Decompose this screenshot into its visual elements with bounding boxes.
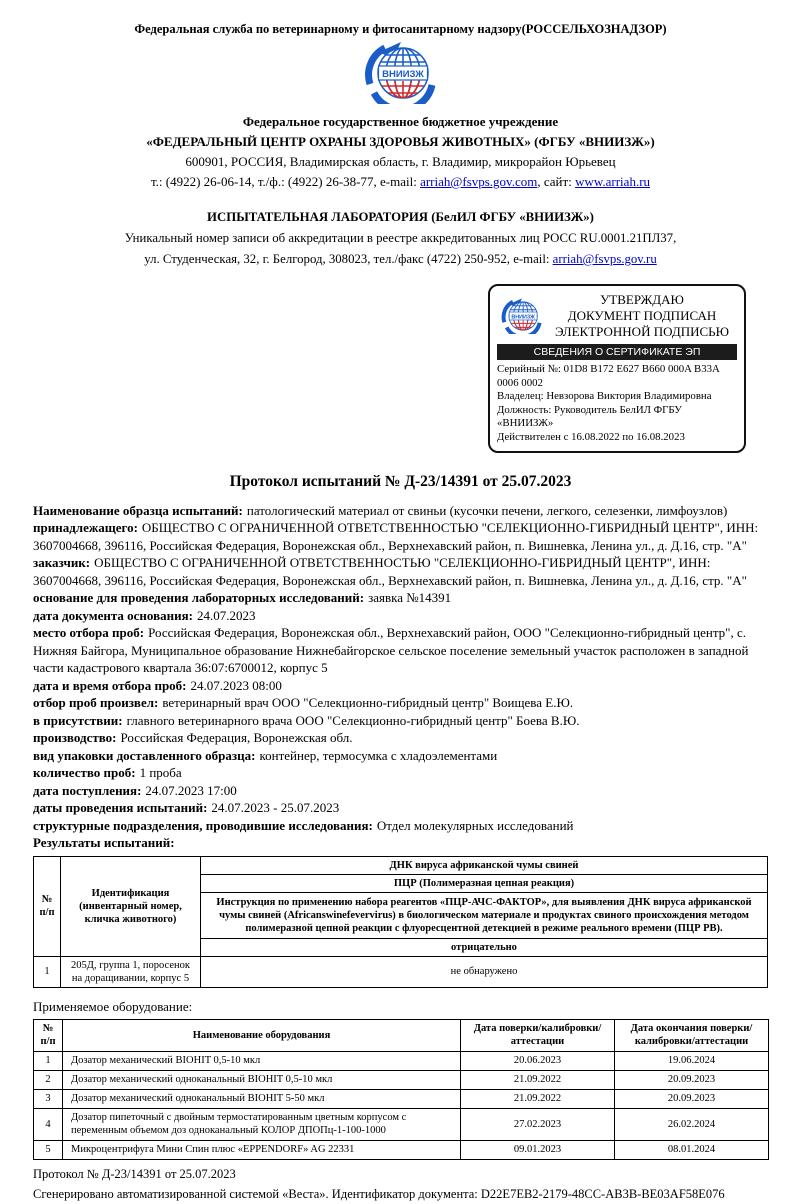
stamp-signed-line2: ЭЛЕКТРОННОЙ ПОДПИСЬЮ (555, 324, 729, 339)
detail-value: Российская Федерация, Воронежская обл., Верхнехавский район, ООО "Селекционно-гибридный центр", с. Нижняя Байгора, Муниципальное образование Нижнебайгорское сельское поселение земельный участок расположен в западной части кадастрового квартала 36:07:6700012, корпус 5 (33, 625, 749, 676)
detail-value: ОБЩЕСТВО С ОГРАНИЧЕННОЙ ОТВЕТСТВЕННОСТЬЮ "СЕЛЕКЦИОННО-ГИБРИДНЫЙ ЦЕНТР", ИНН: 3607004668, 396116, Российская Федерация, Воронежская обл., Верхнехавский район, п. Вишневка, Ленина ул., д. Д.16, стр. "А" (33, 555, 747, 588)
detail-row (33, 694, 768, 712)
detail-row (33, 607, 768, 625)
stamp-validity: Действителен с 16.08.2022 по 16.08.2023 (497, 430, 685, 443)
cell-equip-num: 3 (34, 1089, 63, 1108)
detail-row (33, 729, 768, 747)
detail-value: патологический материал от свиньи (кусочки печени, легкого, селезенки, лимфоузлов) (246, 502, 728, 518)
detail-value: Отдел молекулярных исследований (376, 817, 574, 833)
org-type: Федеральное государственное бюджетное учреждение (242, 114, 559, 129)
results-test-name: ДНК вируса африканской чумы свиней (201, 856, 768, 874)
cell-equip-num: 1 (34, 1051, 63, 1070)
stamp-approve: УТВЕРЖДАЮ (600, 292, 684, 307)
results-heading: Результаты испытаний: (33, 835, 175, 851)
detail-row (33, 589, 768, 607)
detail-label: вид упаковки доставленного образца: (33, 747, 256, 763)
stamp-top (497, 291, 737, 340)
lab-email-link[interactable]: arriah@fsvps.gov.ru (552, 252, 657, 266)
detail-value: заявка №14391 (368, 590, 452, 606)
page-title: Протокол испытаний № Д-23/14391 от 25.07.2023 (229, 472, 572, 490)
cell-result-value: не обнаружено (201, 956, 768, 987)
detail-row (33, 799, 768, 817)
detail-value: 24.07.2023 08:00 (190, 677, 282, 693)
footer-generated-note: Сгенерировано автоматизированной системой «Веста». Идентификатор документа: D22E7EB2-2179-48CC-AB3B-BE03AF58E076 (33, 1186, 725, 1201)
detail-label: основание для проведения лабораторных исследований: (33, 590, 365, 606)
results-method: ПЦР (Полимеразная цепная реакция) (201, 874, 768, 892)
results-table (33, 856, 768, 988)
cell-equip-num: 5 (34, 1140, 63, 1159)
cell-equip-num: 2 (34, 1070, 63, 1089)
detail-row (33, 817, 768, 835)
lab-address (33, 249, 768, 270)
org-contacts-text: т.: (4922) 26-06-14, т./ф.: (4922) 26-38-77, e-mail: (150, 174, 421, 189)
cell-result-id: 205Д, группа 1, поросенок на доращивании, корпус 5 (61, 956, 201, 987)
lab-block (33, 207, 768, 270)
detail-row (33, 782, 768, 800)
cell-equip-name: Дозатор механический одноканальный BIOHIT 5-50 мкл (63, 1089, 461, 1108)
stamp-position: Должность: Руководитель БелИЛ ФГБУ «ВНИИЗЖ» (497, 403, 682, 430)
cell-equip-name: Дозатор пипеточный с двойным термостатированным цветным корпусом с переменным объемом доз одноканальный КОЛОР ДПОПц-1-100-1000 (63, 1108, 461, 1140)
results-col-id-header: Идентификация (инвентарный номер, кличка животного) (61, 856, 201, 956)
detail-label: Наименование образца испытаний: (33, 502, 243, 518)
signature-stamp (488, 284, 746, 453)
table-row (34, 1089, 769, 1108)
lab-name: ИСПЫТАТЕЛЬНАЯ ЛАБОРАТОРИЯ (БелИЛ ФГБУ «ВНИИЗЖ») (207, 210, 594, 224)
detail-row (33, 554, 768, 589)
table-row (34, 1051, 769, 1070)
detail-label: принадлежащего: (33, 520, 138, 536)
detail-row (33, 624, 768, 677)
equipment-table (33, 1019, 769, 1160)
equip-col-name-header: Наименование оборудования (63, 1019, 461, 1051)
footer (33, 1164, 768, 1204)
results-instruction: Инструкция по применению набора реагентов «ПЦР-АЧС-ФАКТОР», для выявления ДНК вируса африканской чумы свиней (Africanswinefevervirus) в биологическом материале и продуктах свиного происхождения методом полимеразной цепной реакции с флуоресцентной детекцией в режиме реального времени (ПЦР РВ). (201, 892, 768, 938)
detail-value: Российская Федерация, Воронежская обл. (120, 730, 353, 746)
stamp-titles (547, 291, 737, 340)
table-row (34, 1070, 769, 1089)
cell-equip-name: Дозатор механический одноканальный BIOHIT 0,5-10 мкл (63, 1070, 461, 1089)
stamp-cert-bar: СВЕДЕНИЯ О СЕРТИФИКАТЕ ЭП (497, 344, 737, 360)
detail-label: структурные подразделения, проводившие исследования: (33, 817, 373, 833)
equip-col-date2-header: Дата окончания поверки/калибровки/аттестации (615, 1019, 769, 1051)
cell-result-num: 1 (34, 956, 61, 987)
table-row (34, 1108, 769, 1140)
cell-equip-date2: 19.06.2024 (615, 1051, 769, 1070)
cell-equip-name: Дозатор механический BIOHIT 0,5-10 мкл (63, 1051, 461, 1070)
cell-equip-date2: 20.09.2023 (615, 1089, 769, 1108)
equipment-heading: Применяемое оборудование: (33, 998, 193, 1014)
details-section (33, 502, 768, 852)
cell-equip-date2: 08.01.2024 (615, 1140, 769, 1159)
detail-value: контейнер, термосумка с хладоэлементами (259, 747, 498, 763)
detail-value: 24.07.2023 (196, 607, 256, 623)
cell-equip-date1: 21.09.2022 (461, 1070, 615, 1089)
org-email-link[interactable]: arriah@fsvps.gov.com (420, 174, 538, 189)
stamp-serial: Серийный №: 01D8 B172 E627 B660 000A B33A 0006 0002 (497, 363, 720, 389)
detail-row (33, 519, 768, 554)
org-site-sep: , сайт: (537, 174, 576, 189)
equip-col-num-header: № п/п (34, 1019, 63, 1051)
agency-name: Федеральная служба по ветеринарному и фитосанитарному надзору(РОССЕЛЬХОЗНАДЗОР) (134, 22, 667, 36)
cell-equip-date2: 20.09.2023 (615, 1070, 769, 1089)
detail-label: дата поступления: (33, 782, 142, 798)
detail-label: отбор проб произвел: (33, 695, 159, 711)
detail-row (33, 747, 768, 765)
vniizh-logo (357, 42, 445, 109)
detail-value: 24.07.2023 - 25.07.2023 (211, 800, 340, 816)
detail-row (33, 712, 768, 730)
detail-value: главного ветеринарного врача ООО "Селекционно-гибридный центр" Боева В.Ю. (126, 712, 580, 728)
detail-value: ОБЩЕСТВО С ОГРАНИЧЕННОЙ ОТВЕТСТВЕННОСТЬЮ "СЕЛЕКЦИОННО-ГИБРИДНЫЙ ЦЕНТР", ИНН: 3607004668, 396116, Российская Федерация, Воронежская обл., Верхнехавский район, п. Вишневка, Ленина ул., д. Д.16, стр. "А" (33, 520, 759, 553)
org-contacts (33, 172, 768, 192)
detail-value: 24.07.2023 17:00 (145, 782, 237, 798)
vniizh-logo-icon (497, 298, 547, 334)
cell-equip-date2: 26.02.2024 (615, 1108, 769, 1140)
equip-col-date1-header: Дата поверки/калибровки/аттестации (461, 1019, 615, 1051)
logo-text: ВНИИЗЖ (381, 69, 424, 80)
lab-accreditation: Уникальный номер записи об аккредитации в реестре аккредитованных лиц РОСС RU.0001.21ПЛ37, (124, 231, 677, 245)
cell-equip-date1: 27.02.2023 (461, 1108, 615, 1140)
stamp-details (497, 363, 737, 445)
stamp-owner: Владелец: Невзорова Виктория Владимировна (497, 390, 712, 403)
detail-label: количество проб: (33, 765, 136, 781)
detail-label: даты проведения испытаний: (33, 800, 208, 816)
cell-equip-name: Микроцентрифуга Мини Спин плюс «EPPENDORF» AG 22331 (63, 1140, 461, 1159)
cell-equip-date1: 21.09.2022 (461, 1089, 615, 1108)
org-site-link[interactable]: www.arriah.ru (575, 174, 651, 189)
org-address: 600901, РОССИЯ, Владимирская область, г. Владимир, микрорайон Юрьевец (185, 154, 616, 169)
results-col-num-header: № п/п (34, 856, 61, 956)
lab-address-text: ул. Студенческая, 32, г. Белгород, 308023, тел./факс (4722) 250-952, e-mail: (144, 252, 553, 266)
footer-protocol-number: Протокол № Д-23/14391 от 25.07.2023 (33, 1166, 236, 1181)
stamp-signed-line1: ДОКУМЕНТ ПОДПИСАН (567, 308, 717, 323)
table-row (34, 956, 768, 987)
cell-equip-num: 4 (34, 1108, 63, 1140)
detail-label: место отбора проб: (33, 625, 145, 641)
detail-label: производство: (33, 730, 117, 746)
detail-value: ветеринарный врач ООО "Селекционно-гибридный центр" Воищева Е.Ю. (162, 695, 574, 711)
detail-label: заказчик: (33, 555, 91, 571)
equipment-header-row (34, 1019, 769, 1051)
detail-row (33, 764, 768, 782)
cell-equip-date1: 09.01.2023 (461, 1140, 615, 1159)
cell-equip-date1: 20.06.2023 (461, 1051, 615, 1070)
detail-label: в присутствии: (33, 712, 123, 728)
results-norm: отрицательно (201, 938, 768, 956)
detail-row (33, 677, 768, 695)
detail-label: дата и время отбора проб: (33, 677, 187, 693)
table-row (34, 1140, 769, 1159)
org-name: «ФЕДЕРАЛЬНЫЙ ЦЕНТР ОХРАНЫ ЗДОРОВЬЯ ЖИВОТНЫХ» (ФГБУ «ВНИИЗЖ») (146, 134, 655, 149)
detail-label: дата документа основания: (33, 607, 193, 623)
vniizh-logo-icon (357, 42, 445, 104)
detail-row (33, 502, 768, 520)
detail-value: 1 проба (139, 765, 182, 781)
logo-text: ВНИИЗЖ (511, 313, 535, 320)
